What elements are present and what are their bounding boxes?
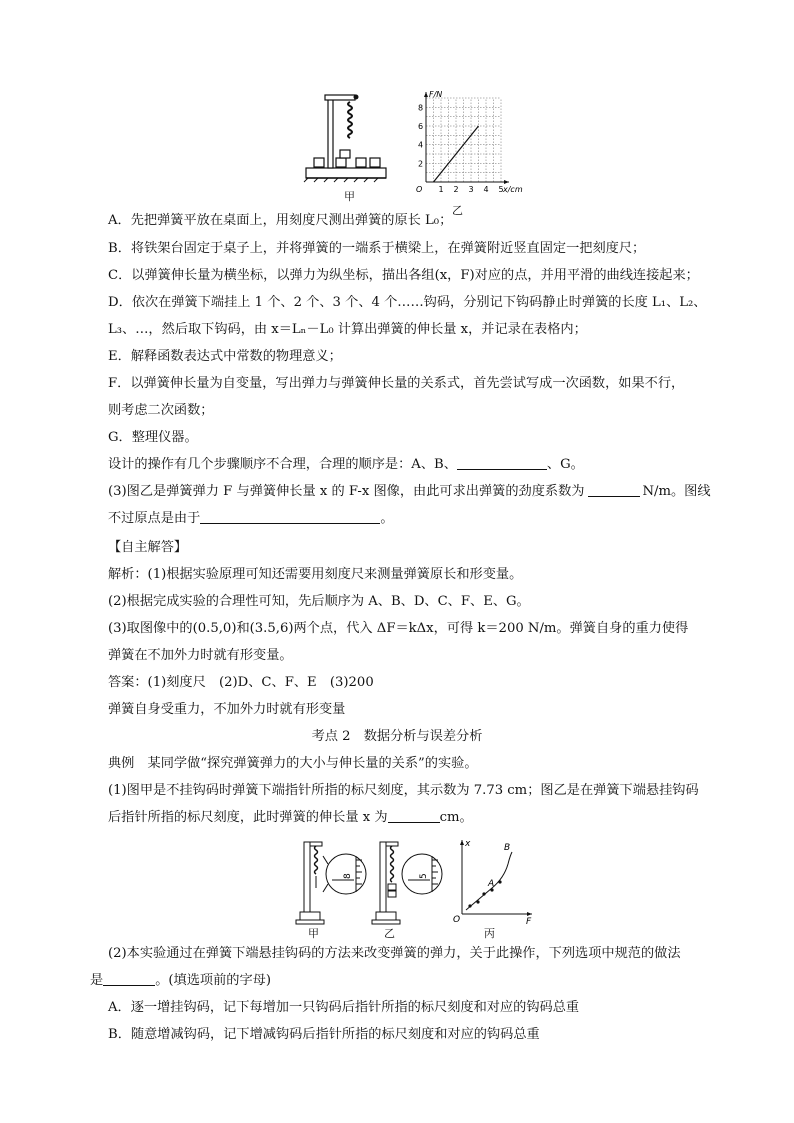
analysis-p3a: (3)取图像中的(0.5,0)和(3.5,6)两个点，代入 ΔF＝kΔx，可得 k＝200 N/m。弹簧自身的重力使得 bbox=[108, 621, 689, 636]
figure-1-label-yi: 乙 bbox=[452, 204, 463, 217]
y-tick-label: 8 bbox=[418, 103, 424, 113]
question-2b-option-b: B．随意增减钩码，记下增减钩码后指针所指的标尺刻度和对应的钩码总重 bbox=[108, 1027, 540, 1042]
question-2b-line1: (2)本实验通过在弹簧下端悬挂钩码的方法来改变弹簧的弹力，关于此操作，下列选项中规范的做法 bbox=[108, 946, 681, 961]
figure-2-origin: O bbox=[453, 915, 461, 924]
figure-2-jia bbox=[294, 836, 374, 926]
y-tick-label: 2 bbox=[418, 159, 424, 169]
figure-2-yi bbox=[370, 836, 450, 926]
x-tick-label: 3 bbox=[468, 185, 474, 194]
figure-2-yi-reading: 5 bbox=[419, 873, 429, 879]
option-e: E．解释函数表达式中常数的物理意义； bbox=[108, 349, 342, 364]
y-tick-label: 4 bbox=[418, 140, 424, 150]
figure-2-axis-x: x bbox=[465, 839, 471, 849]
question-1-line1: (1)图甲是不挂钩码时弹簧下端指针所指的标尺刻度，其示数为 7.73 cm；图乙是在弹簧下端悬挂钩码 bbox=[108, 783, 699, 798]
x-tick-label: 4 bbox=[483, 185, 489, 194]
answer-line1: 答案：(1)刻度尺 (2)D、C、F、E (3)200 bbox=[108, 675, 374, 690]
figure-1-fx-graph bbox=[408, 86, 526, 204]
option-a: A．先把弹簧平放在桌面上，用刻度尺测出弹簧的原长 L₀； bbox=[108, 213, 453, 228]
question-1-line2-prefix: 后指针所指的标尺刻度，此时弹簧的伸长量 x 为 bbox=[108, 810, 388, 825]
x-axis-label: x/cm bbox=[503, 185, 523, 194]
question-order-prefix: 设计的操作有几个步骤顺序不合理，合理的顺序是：A、B、 bbox=[108, 457, 457, 472]
reason-blank[interactable] bbox=[200, 510, 380, 524]
option-c: C．以弹簧伸长量为横坐标，以弹力为纵坐标，描出各组(x，F)对应的点，并用平滑的曲线连接起来； bbox=[108, 268, 699, 283]
question-3-line2 bbox=[108, 510, 394, 528]
figure-2-axis-f: F bbox=[526, 917, 532, 924]
figure-2-point-b: B bbox=[504, 843, 511, 853]
question-1-line2-suffix: cm。 bbox=[439, 810, 473, 825]
option-f-line1: F．以弹簧伸长量为自变量，写出弹力与弹簧伸长量的关系式，首先尝试写成一次函数，如果不行， bbox=[108, 376, 685, 391]
origin-label: O bbox=[416, 185, 423, 194]
figure-1-label-jia: 甲 bbox=[344, 190, 355, 203]
question-2b-line2-suffix: 。(填选项前的字母) bbox=[155, 973, 271, 988]
answer-line2: 弹簧自身受重力，不加外力时就有形变量 bbox=[108, 702, 346, 717]
option-d-line1: D．依次在弹簧下端挂上 1 个、2 个、3 个、4 个……钩码，分别记下钩码静止时弹簧的长度 L₁、L₂、 bbox=[108, 295, 707, 310]
figure-2-label-yi: 乙 bbox=[384, 927, 395, 940]
question-2b-line2-prefix: 是 bbox=[90, 973, 104, 988]
question-3-line2-prefix: 不过原点是由于 bbox=[108, 511, 201, 526]
question-3-part2: N/m。图线 bbox=[642, 484, 711, 499]
question-order bbox=[108, 456, 584, 474]
analysis-p3b: 弹簧在不加外力时就有形变量。 bbox=[108, 648, 293, 663]
figure-2-point-a: A bbox=[488, 879, 495, 889]
y-tick-label: 6 bbox=[418, 122, 424, 131]
section-title: 考点 2 数据分析与误差分析 bbox=[311, 729, 483, 744]
extension-blank[interactable] bbox=[388, 809, 440, 823]
x-tick-label: 2 bbox=[453, 185, 459, 194]
analysis-p2: (2)根据完成实验的合理性可知，先后顺序为 A、B、D、C、F、E、G。 bbox=[108, 594, 530, 609]
choice-blank[interactable] bbox=[103, 972, 155, 986]
option-b: B．将铁架台固定于桌子上，并将弹簧的一端系于横梁上，在弹簧附近竖直固定一把刻度尺； bbox=[108, 241, 646, 256]
question-2b-line2 bbox=[90, 972, 271, 990]
example-intro: 典例 某同学做“探究弹簧弹力的大小与伸长量的关系”的实验。 bbox=[108, 756, 478, 771]
figure-1-apparatus bbox=[300, 92, 400, 192]
question-1-line2 bbox=[108, 809, 473, 827]
analysis-p1: 解析：(1)根据实验原理可知还需要用刻度尺来测量弹簧原长和形变量。 bbox=[108, 567, 523, 582]
figure-2-label-bing: 丙 bbox=[484, 927, 495, 940]
figure-2-bing-graph bbox=[452, 834, 536, 924]
question-order-suffix: 、G。 bbox=[546, 457, 584, 472]
option-d-line2: L₃、…，然后取下钩码，由 x＝Lₙ－L₀ 计算出弹簧的伸长量 x，并记录在表格内； bbox=[108, 322, 587, 337]
order-answer-blank[interactable] bbox=[457, 456, 547, 470]
x-axis-arrow bbox=[504, 180, 509, 184]
x-tick-label: 1 bbox=[438, 185, 444, 194]
stiffness-blank[interactable] bbox=[588, 483, 640, 497]
answer-heading: 【自主解答】 bbox=[108, 540, 188, 555]
y-axis-label: F/N bbox=[429, 90, 443, 99]
question-3-line1 bbox=[108, 483, 711, 501]
figure-2-jia-reading: 8 bbox=[343, 873, 353, 879]
x-tick-label: 5 bbox=[498, 185, 504, 194]
question-3-line2-suffix: 。 bbox=[380, 511, 394, 526]
option-f-line2: 则考虑二次函数； bbox=[108, 403, 214, 418]
question-3-part1: (3)图乙是弹簧弹力 F 与弹簧伸长量 x 的 F-x 图像，由此可求出弹簧的劲度系数为 bbox=[108, 484, 585, 499]
question-2b-option-a: A．逐一增挂钩码，记下每增加一只钩码后指针所指的标尺刻度和对应的钩码总重 bbox=[108, 1000, 580, 1015]
option-g: G．整理仪器。 bbox=[108, 430, 198, 445]
figure-2-label-jia: 甲 bbox=[308, 927, 319, 940]
y-axis-arrow bbox=[424, 92, 428, 97]
